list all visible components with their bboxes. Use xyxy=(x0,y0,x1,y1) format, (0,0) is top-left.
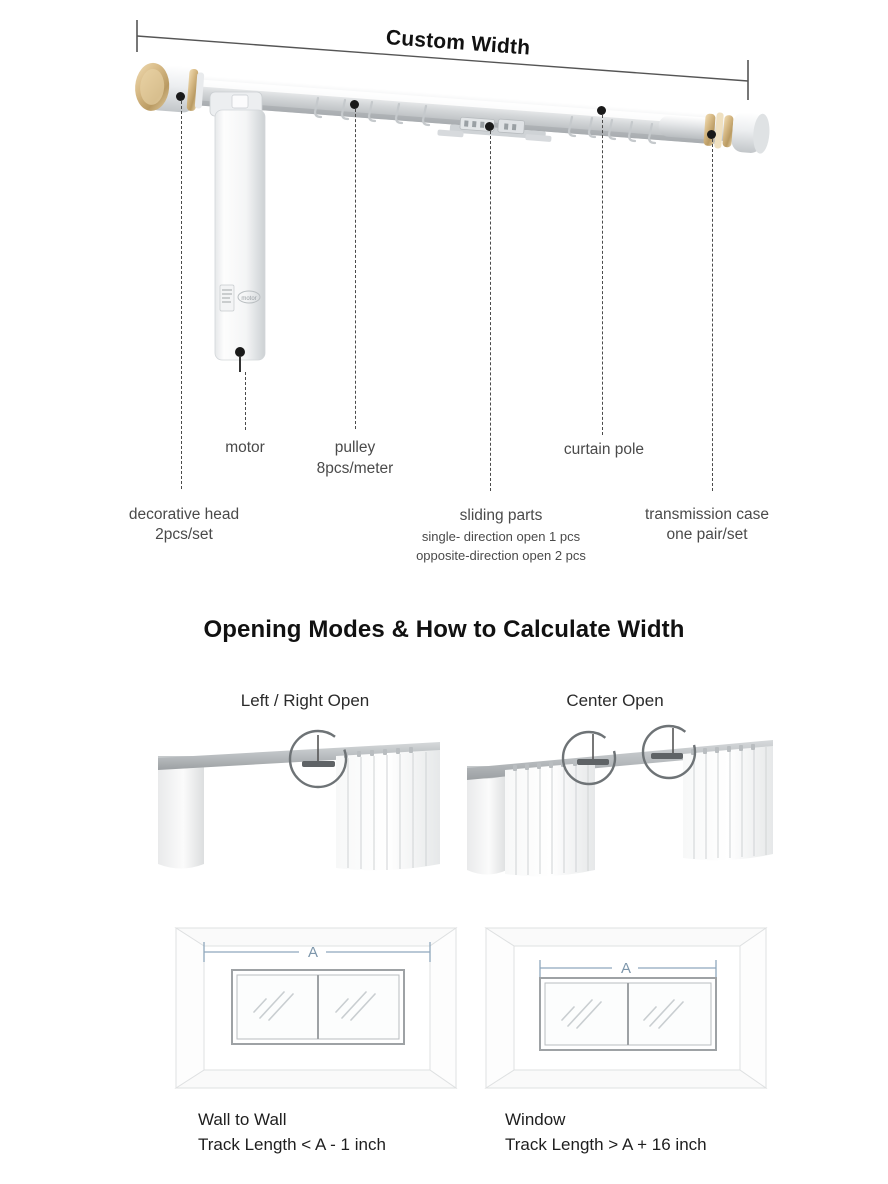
dimension-label-a-wall: A xyxy=(307,944,319,961)
leader-motor xyxy=(245,372,246,430)
callout-label-curtain-pole: curtain pole xyxy=(563,441,645,458)
product-diagram-section xyxy=(0,0,888,590)
custom-width-label: Custom Width xyxy=(385,26,532,60)
callout-dot-pulley xyxy=(350,100,359,109)
callout-dot-transmission-case xyxy=(707,130,716,139)
caption-wall-to-wall-line2: Track Length < A - 1 inch xyxy=(198,1135,386,1154)
diagram-window xyxy=(478,920,778,1100)
illustration-left-right-open xyxy=(140,718,470,898)
callout-dot-decorative-head xyxy=(176,92,185,101)
illustration-center-open xyxy=(455,718,795,898)
caption-wall-to-wall-line1: Wall to Wall xyxy=(198,1110,287,1129)
mode-title-center-open: Center Open xyxy=(566,691,664,710)
leader-sliding-parts xyxy=(490,131,491,491)
leader-transmission-case xyxy=(712,139,713,491)
callout-sub-sliding-parts: single- direction open 1 pcs xyxy=(421,529,581,544)
callout-sub2-sliding-parts: opposite-direction open 2 pcs xyxy=(416,548,586,563)
leader-decorative-head xyxy=(181,101,182,489)
callout-label-pulley: pulley xyxy=(334,439,376,456)
section-heading: Opening Modes & How to Calculate Width xyxy=(203,616,685,643)
dimension-label-a-window: A xyxy=(620,960,632,977)
diagram-wall-to-wall xyxy=(168,920,468,1100)
callout-sub-decorative-head: 2pcs/set xyxy=(155,526,213,543)
callout-label-decorative-head: decorative head xyxy=(128,506,240,523)
callout-sub-transmission-case: one pair/set xyxy=(666,526,748,543)
svg-text:motor: motor xyxy=(241,296,257,302)
caption-window-line2: Track Length > A + 16 inch xyxy=(505,1135,707,1154)
callout-dot-curtain-pole xyxy=(597,106,606,115)
callout-dot-sliding-parts xyxy=(485,122,494,131)
callout-sub-pulley: 8pcs/meter xyxy=(316,460,394,477)
leader-curtain-pole xyxy=(602,115,603,435)
callout-label-motor: motor xyxy=(225,439,265,456)
leader-pulley xyxy=(355,109,356,429)
caption-window-line1: Window xyxy=(505,1110,566,1129)
mode-title-left-right-open: Left / Right Open xyxy=(240,691,370,710)
curtain-track-illustration xyxy=(0,0,888,420)
callout-label-transmission-case: transmission case xyxy=(644,506,770,523)
callout-label-sliding-parts: sliding parts xyxy=(459,507,543,524)
